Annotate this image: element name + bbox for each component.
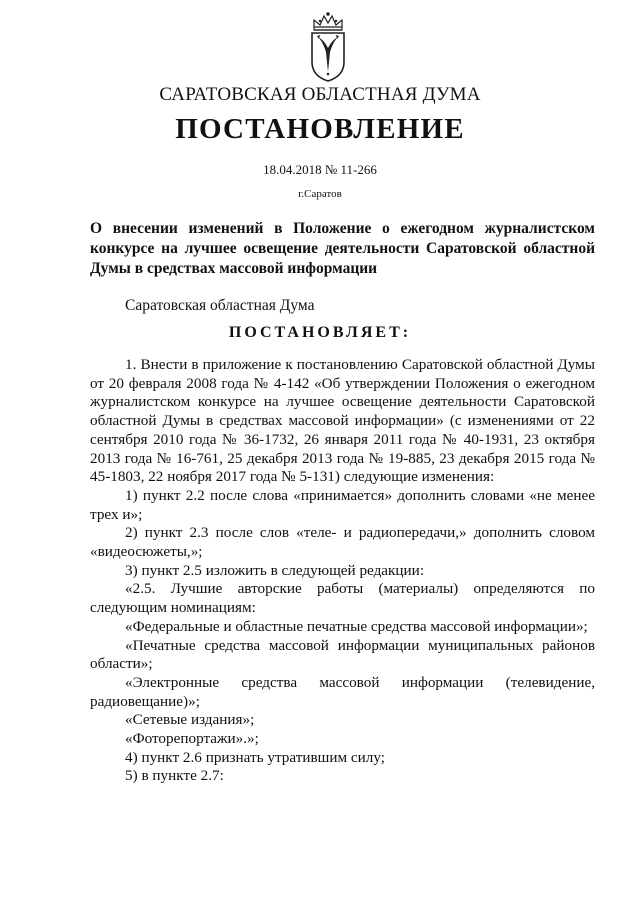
- paragraph-1: 1. Внести в приложение к постановлению Саратовской областной Думы от 20 февраля 2008 года № 4-142 «Об утверждении Положения о ежегодном журналистском конкурсе на лучшее освещение деятельности Саратовской областной Думы в средствах массовой информации» (с изменениями от 22 сентября 2010 года № 36-1732, 26 января 2011 года № 40-1931, 23 октября 2013 года № 16-761, 25 декабря 2013 года № 19-885, 23 декабря 2015 года № 45-1803, 22 ноября 2017 года № 5-131) следующие изменения:: [90, 356, 595, 486]
- paragraph-item-2: 2) пункт 2.3 после слов «теле- и радиопередачи,» дополнить словом «видеосюжеты,»;: [90, 524, 595, 561]
- document-body: [90, 356, 595, 786]
- paragraph-2-5: «2.5. Лучшие авторские работы (материалы) определяются по следующим номинациям:: [90, 580, 595, 617]
- paragraph-item-4: 4) пункт 2.6 признать утратившим силу;: [125, 748, 385, 766]
- paragraph-item-1: 1) пункт 2.2 после слова «принимается» дополнить словами «не менее трех и»;: [90, 486, 595, 523]
- nomination-electronic: «Электронные средства массовой информации (телевидение, радиовещание)»;: [90, 673, 595, 710]
- document-subject: О внесении изменений в Положение о ежегодном журналистском конкурсе на лучшее освещение деятельности Саратовской областной Думы в средствах массовой информации: [90, 220, 595, 277]
- coat-of-arms-icon: [300, 10, 356, 84]
- nomination-photo: «Фоторепортажи».»;: [125, 730, 259, 748]
- nomination-online: «Сетевые издания»;: [125, 711, 255, 729]
- document-type-title: ПОСТАНОВЛЕНИЕ: [175, 113, 465, 145]
- nomination-municipal: «Печатные средства массовой информации муниципальных районов области»;: [90, 636, 595, 673]
- paragraph-item-5: 5) в пункте 2.7:: [125, 767, 224, 785]
- nomination-federal: «Федеральные и областные печатные средства массовой информации»;: [125, 617, 588, 635]
- document-date-number: 18.04.2018 № 11-266: [263, 162, 377, 177]
- document-city: г.Саратов: [298, 188, 342, 200]
- organization-name: САРАТОВСКАЯ ОБЛАСТНАЯ ДУМА: [159, 84, 481, 105]
- resolves-heading: ПОСТАНОВЛЯЕТ:: [228, 324, 412, 341]
- preamble: Саратовская областная Дума: [125, 297, 315, 314]
- paragraph-item-3: 3) пункт 2.5 изложить в следующей редакции:: [125, 561, 425, 579]
